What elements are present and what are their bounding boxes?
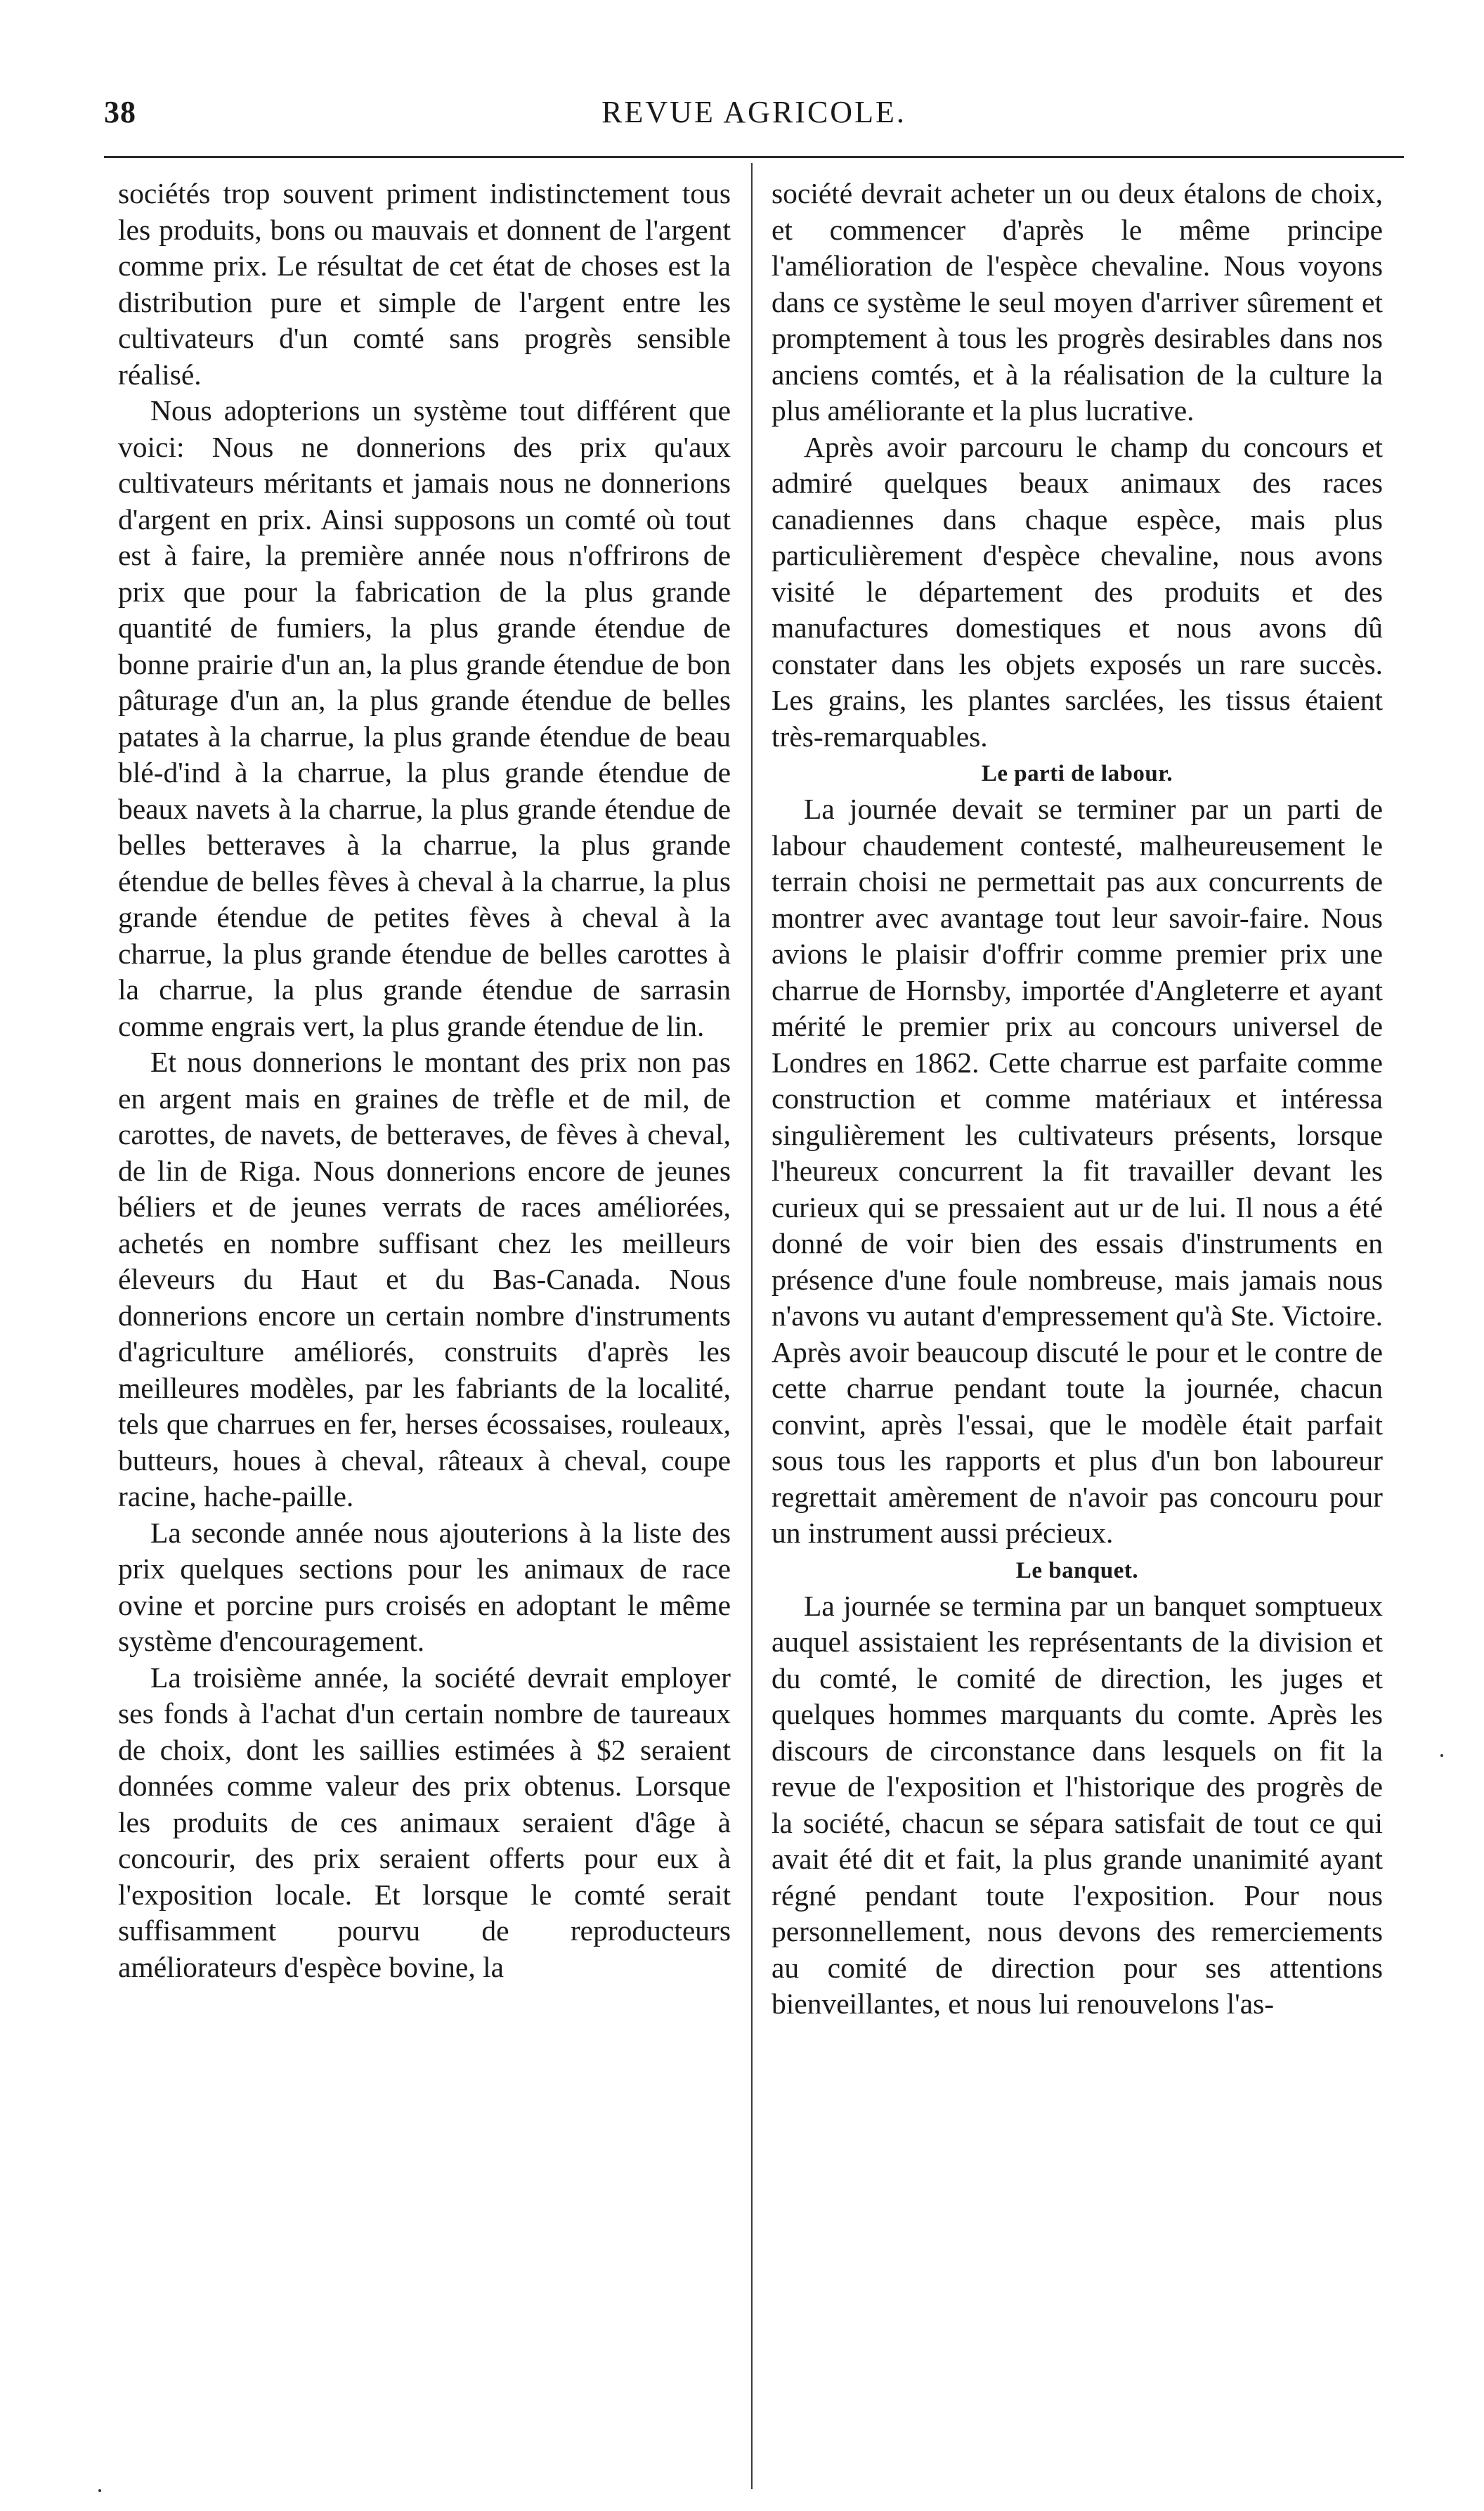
- section-heading-banquet: Le banquet.: [1015, 1557, 1139, 1583]
- ink-speck: [98, 2489, 101, 2492]
- paragraph: La journée se termina par un banquet somptueux auquel assistaient les représentants de la division et du comté, le comité de direction, les juges et quelques hommes marquants du comte. Après les discours de circonstance dans lesquels on fit la revue de l'exposition et l'historique des progrès de la société, chacun se sépara satisfait de tout ce qui avait été dit et fait, la plus grande unanimité ayant régné pendant toute l'exposition. Pour nous personnellement, nous devons des remerciements au comité de direction pour ses attentions bienveillantes, et nous lui renouvelons l'as-: [772, 1589, 1383, 2020]
- paragraph: société devrait acheter un ou deux étalons de choix, et commencer d'après le même principe l'amélioration de l'espèce chevaline. Nous voyons dans ce système le seul moyen d'arriver sûrement et promptement à tous les progrès desirables dans nos anciens comtés, et à la réalisation de la culture la plus améliorante et la plus lucrative.: [772, 177, 1383, 427]
- left-column: [118, 176, 731, 1985]
- section-heading-labour: Le parti de labour.: [981, 761, 1173, 786]
- paragraph: La journée devait se terminer par un parti de labour chaudement contesté, malheureusement le terrain choisi ne permettait pas aux concurrents de montrer avec avantage tout leur savoir-faire. Nous avions le plaisir d'offrir comme premier prix une charrue de Hornsby, importée d'Angleterre et ayant mérité le premier prix au concours universel de Londres en 1862. Cette charrue est parfaite comme construction et comme matériaux et intéressa singulièrement les cultivateurs présents, lorsque l'heureux concurrent la fit travailler devant les curieux qui se pressaient aut ur de lui. Il nous a été donné de voir bien des essais d'instruments en présence d'une foule nombreuse, mais jamais nous n'avons vu autant d'empressement qu'à Ste. Victoire. Après avoir beaucoup discuté le pour et le contre de cette charrue pendant toute la journée, chacun convint, après l'essai, que le modèle était parfait sous tous les rapports et plus d'un bon laboureur regrettait amèrement de n'avoir pas concouru pour un instrument aussi précieux.: [772, 793, 1383, 1549]
- page-header: [104, 94, 1404, 136]
- column-divider: [751, 163, 753, 2489]
- paragraph: Nous adopterions un système tout différent que voici: Nous ne donnerions des prix qu'aux cultivateurs méritants et jamais nous ne donnerions d'argent en prix. Ainsi supposons un comté où tout est à faire, la première année nous n'offrirons de prix que pour la fabrication de la plus grande quantité de fumiers, la plus grande étendue de bonne prairie d'un an, la plus grande étendue de bon pâturage d'un an, la plus grande étendue de belles patates à la charrue, la plus grande étendue de beau blé-d'ind à la charrue, la plus grande étendue de beaux navets à la charrue, la plus grande étendue de belles betteraves à la charrue, la plus grande étendue de belles fèves à cheval à la charrue, la plus grande étendue de petites fèves à cheval à la charrue, la plus grande étendue de belles carottes à la charrue, la plus grande étendue de sarrasin comme engrais vert, la plus grande étendue de lin.: [118, 394, 731, 1042]
- paragraph: Après avoir parcouru le champ du concours et admiré quelques beaux animaux des races canadiennes dans chaque espèce, mais plus particulièrement d'espèce chevaline, nous avons visité le département des produits et des manufactures domestiques et nous avons dû constater dans les objets exposés un rare succès. Les grains, les plantes sarclées, les tissus étaient très-remarquables.: [772, 430, 1383, 753]
- paragraph: sociétés trop souvent priment indistinctement tous les produits, bons ou mauvais et donnent de l'argent comme prix. Le résultat de cet état de choses est la distribution pure et simple de l'argent entre les cultivateurs d'un comté sans progrès sensible réalisé.: [118, 177, 731, 391]
- running-title: REVUE AGRICOLE.: [601, 95, 906, 129]
- right-column: [772, 176, 1383, 2023]
- page-number: 38: [104, 95, 136, 129]
- paragraph: La troisième année, la société devrait employer ses fonds à l'achat d'un certain nombre de taureaux de choix, dont les saillies estimées à $2 seraient données comme valeur des prix obtenus. Lorsque les produits de ces animaux seraient d'âge à concourir, des prix seraient offerts pour eux à l'exposition locale. Et lorsque le comté serait suffisamment pourvu de reproducteurs améliorateurs d'espèce bovine, la: [118, 1661, 731, 1983]
- ink-speck: [1440, 1754, 1443, 1757]
- paragraph: Et nous donnerions le montant des prix non pas en argent mais en graines de trèfle et de mil, de carottes, de navets, de betteraves, de fèves à cheval, de lin de Riga. Nous donnerions encore de jeunes béliers et de jeunes verrats de races améliorées, achetés en nombre suffisant chez les meilleurs éleveurs du Haut et du Bas-Canada. Nous donnerions encore un certain nombre d'instruments d'agriculture améliorés, construits d'après les meilleures modèles, par les fabriants de la localité, tels que charrues en fer, herses écossaises, rouleaux, butteurs, houes à cheval, râteaux à cheval, coupe racine, hache-paille.: [118, 1046, 731, 1512]
- paragraph: La seconde année nous ajouterions à la liste des prix quelques sections pour les animaux de race ovine et porcine purs croisés en adoptant le même système d'encouragement.: [118, 1516, 731, 1657]
- header-rule: [104, 156, 1404, 158]
